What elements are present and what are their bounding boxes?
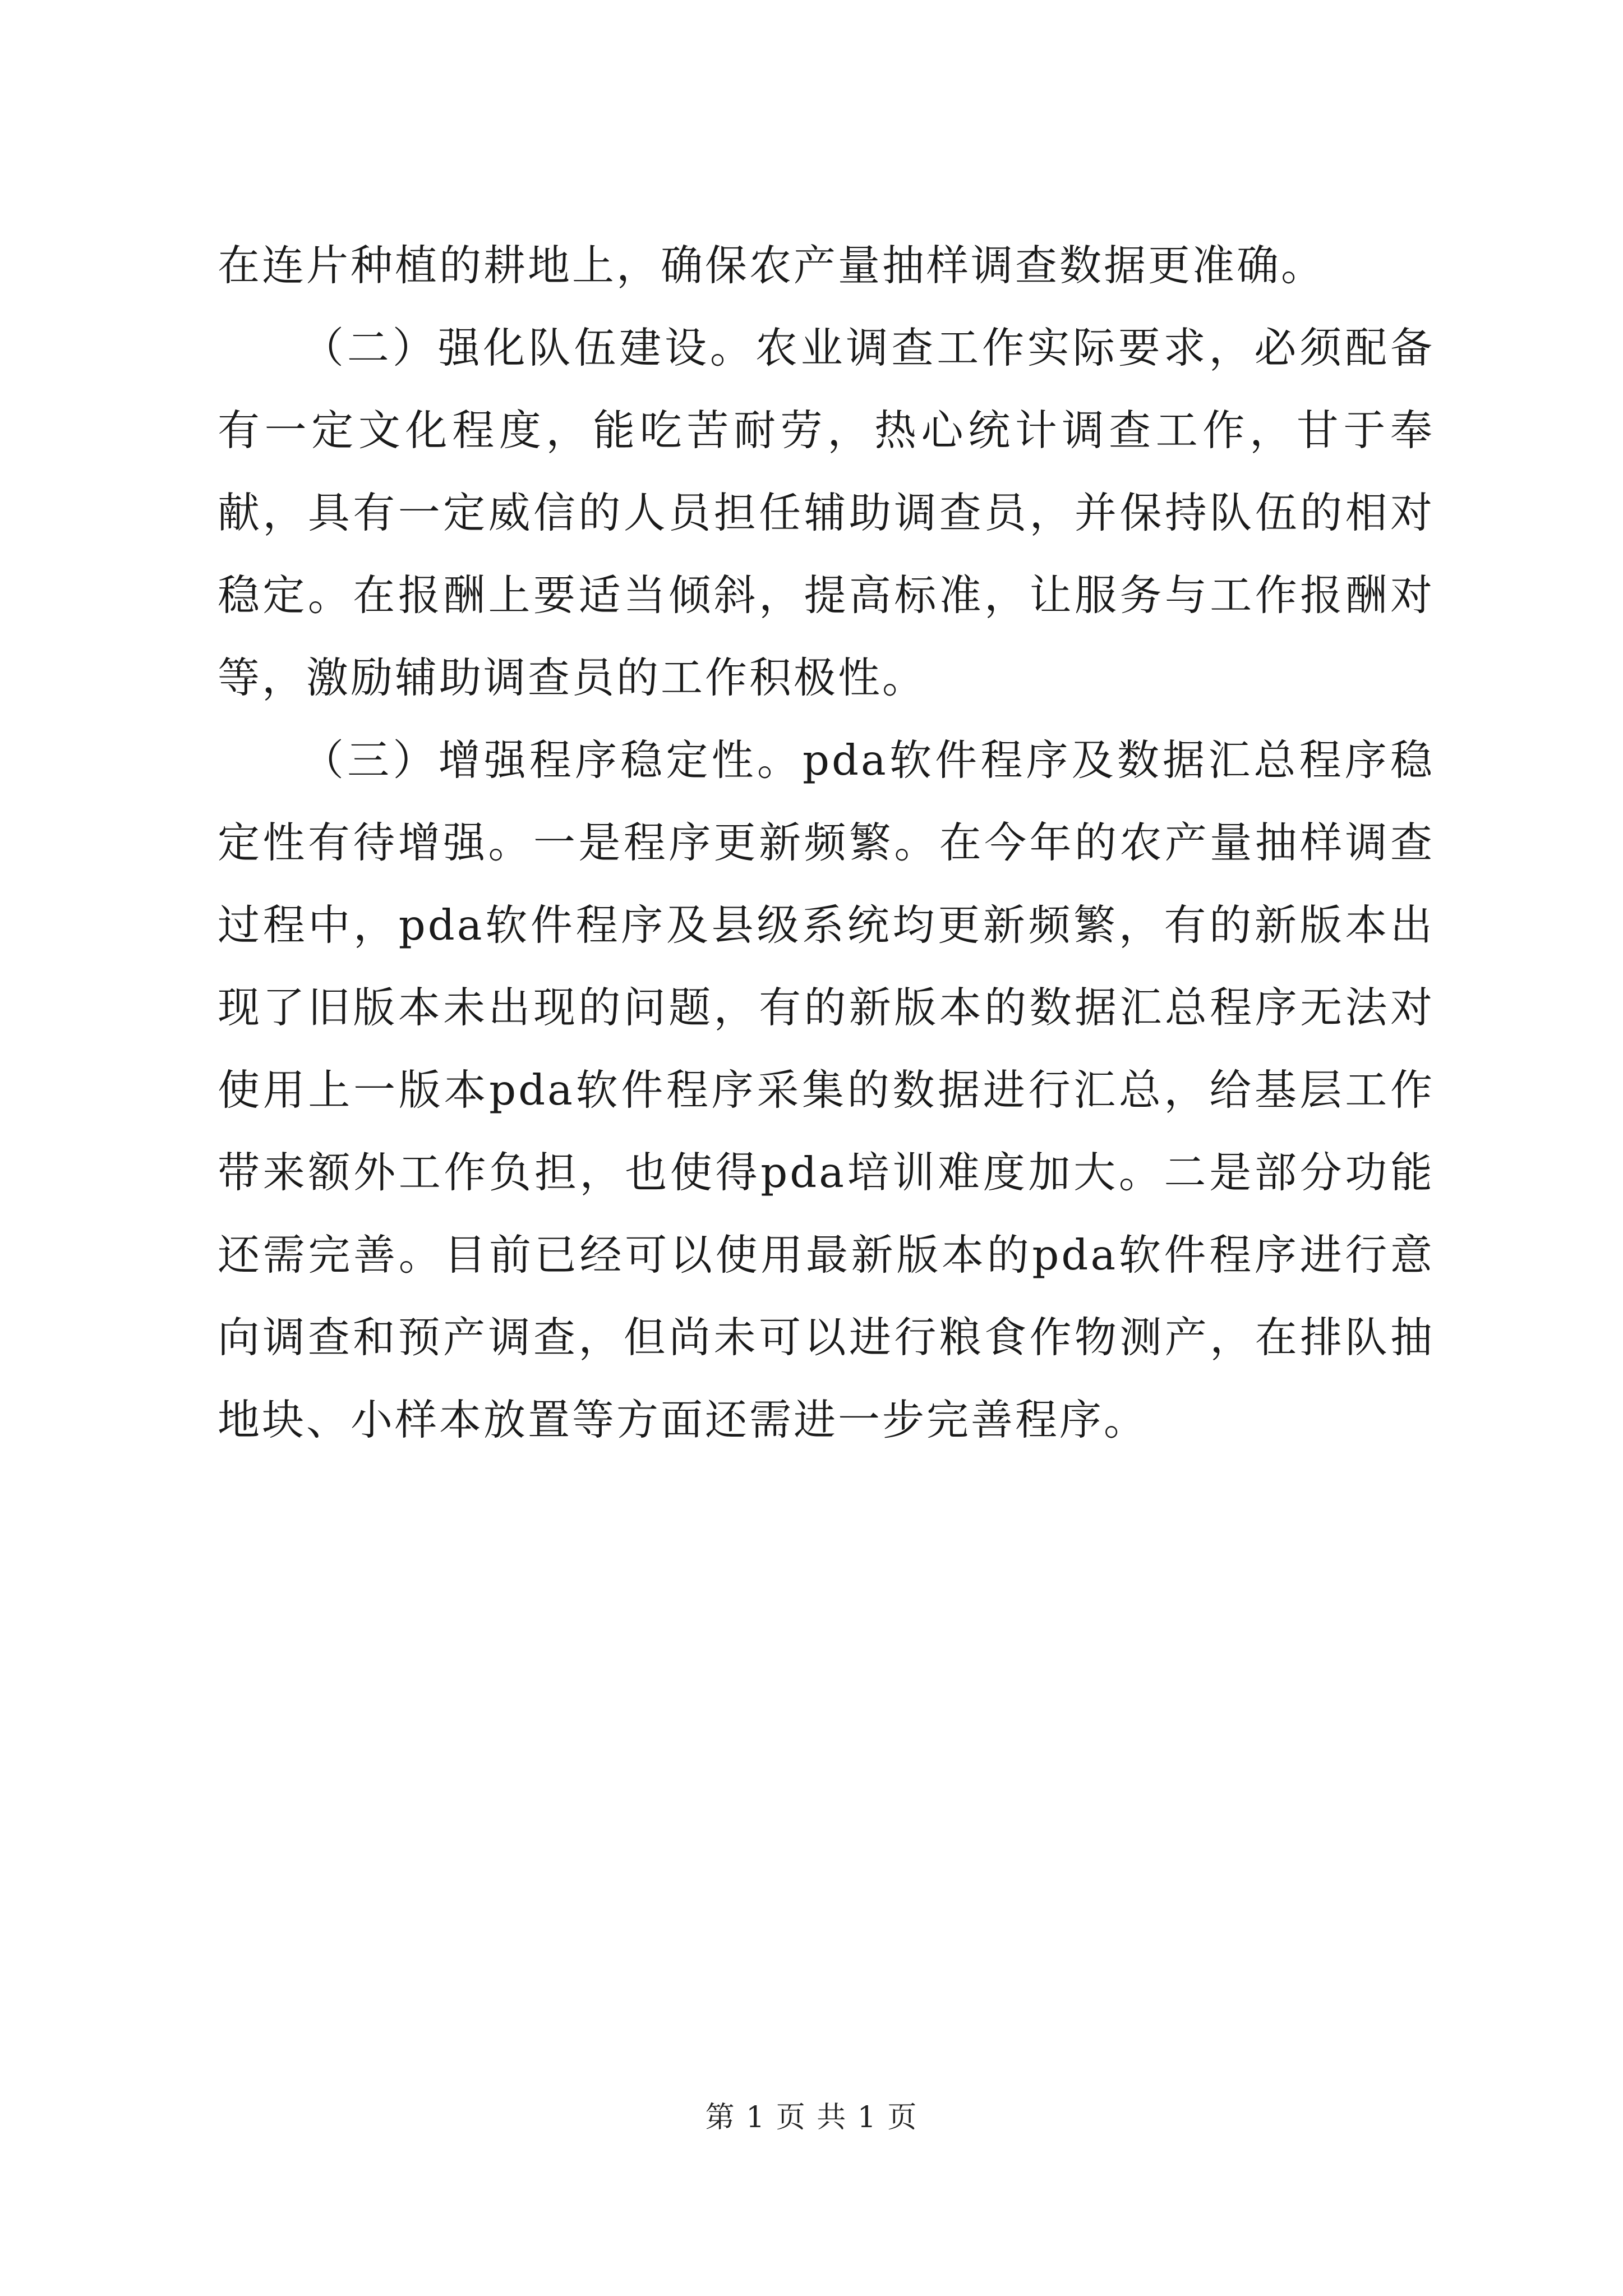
page-footer: 第 1 页 共 1 页 [705,2101,918,2134]
paragraph-program-stability: （三）增强程序稳定性。pda软件程序及数据汇总程序稳定性有待增强。一是程序更新频繁。在今年的农产量抽样调查过程中，pda软件程序及县级系统均更新频繁，有的新版本出现了旧版本未出现的问题，有的新版本的数据汇总程序无法对使用上一版本pda软件程序采集的数据进行汇总，给基层工作带来额外工作负担，也使得pda培训难度加大。二是部分功能还需完善。目前已经可以使用最新版本的pda软件程序进行意向调查和预产调查，但尚未可以进行粮食作物测产，在排队抽地块、小样本放置等方面还需进一步完善程序。 [218,735,1435,1444]
paragraph-team-building: （二）强化队伍建设。农业调查工作实际要求，必须配备有一定文化程度，能吃苦耐劳，热心统计调查工作，甘于奉献，具有一定威信的人员担任辅助调查员，并保持队伍的相对稳定。在报酬上要适当倾斜，提高标准，让服务与工作报酬对等，激励辅助调查员的工作积极性。 [218,323,1435,702]
paragraph-continuation: 在连片种植的耕地上，确保农产量抽样调查数据更准确。 [218,241,1326,290]
document-body [218,224,1435,1461]
